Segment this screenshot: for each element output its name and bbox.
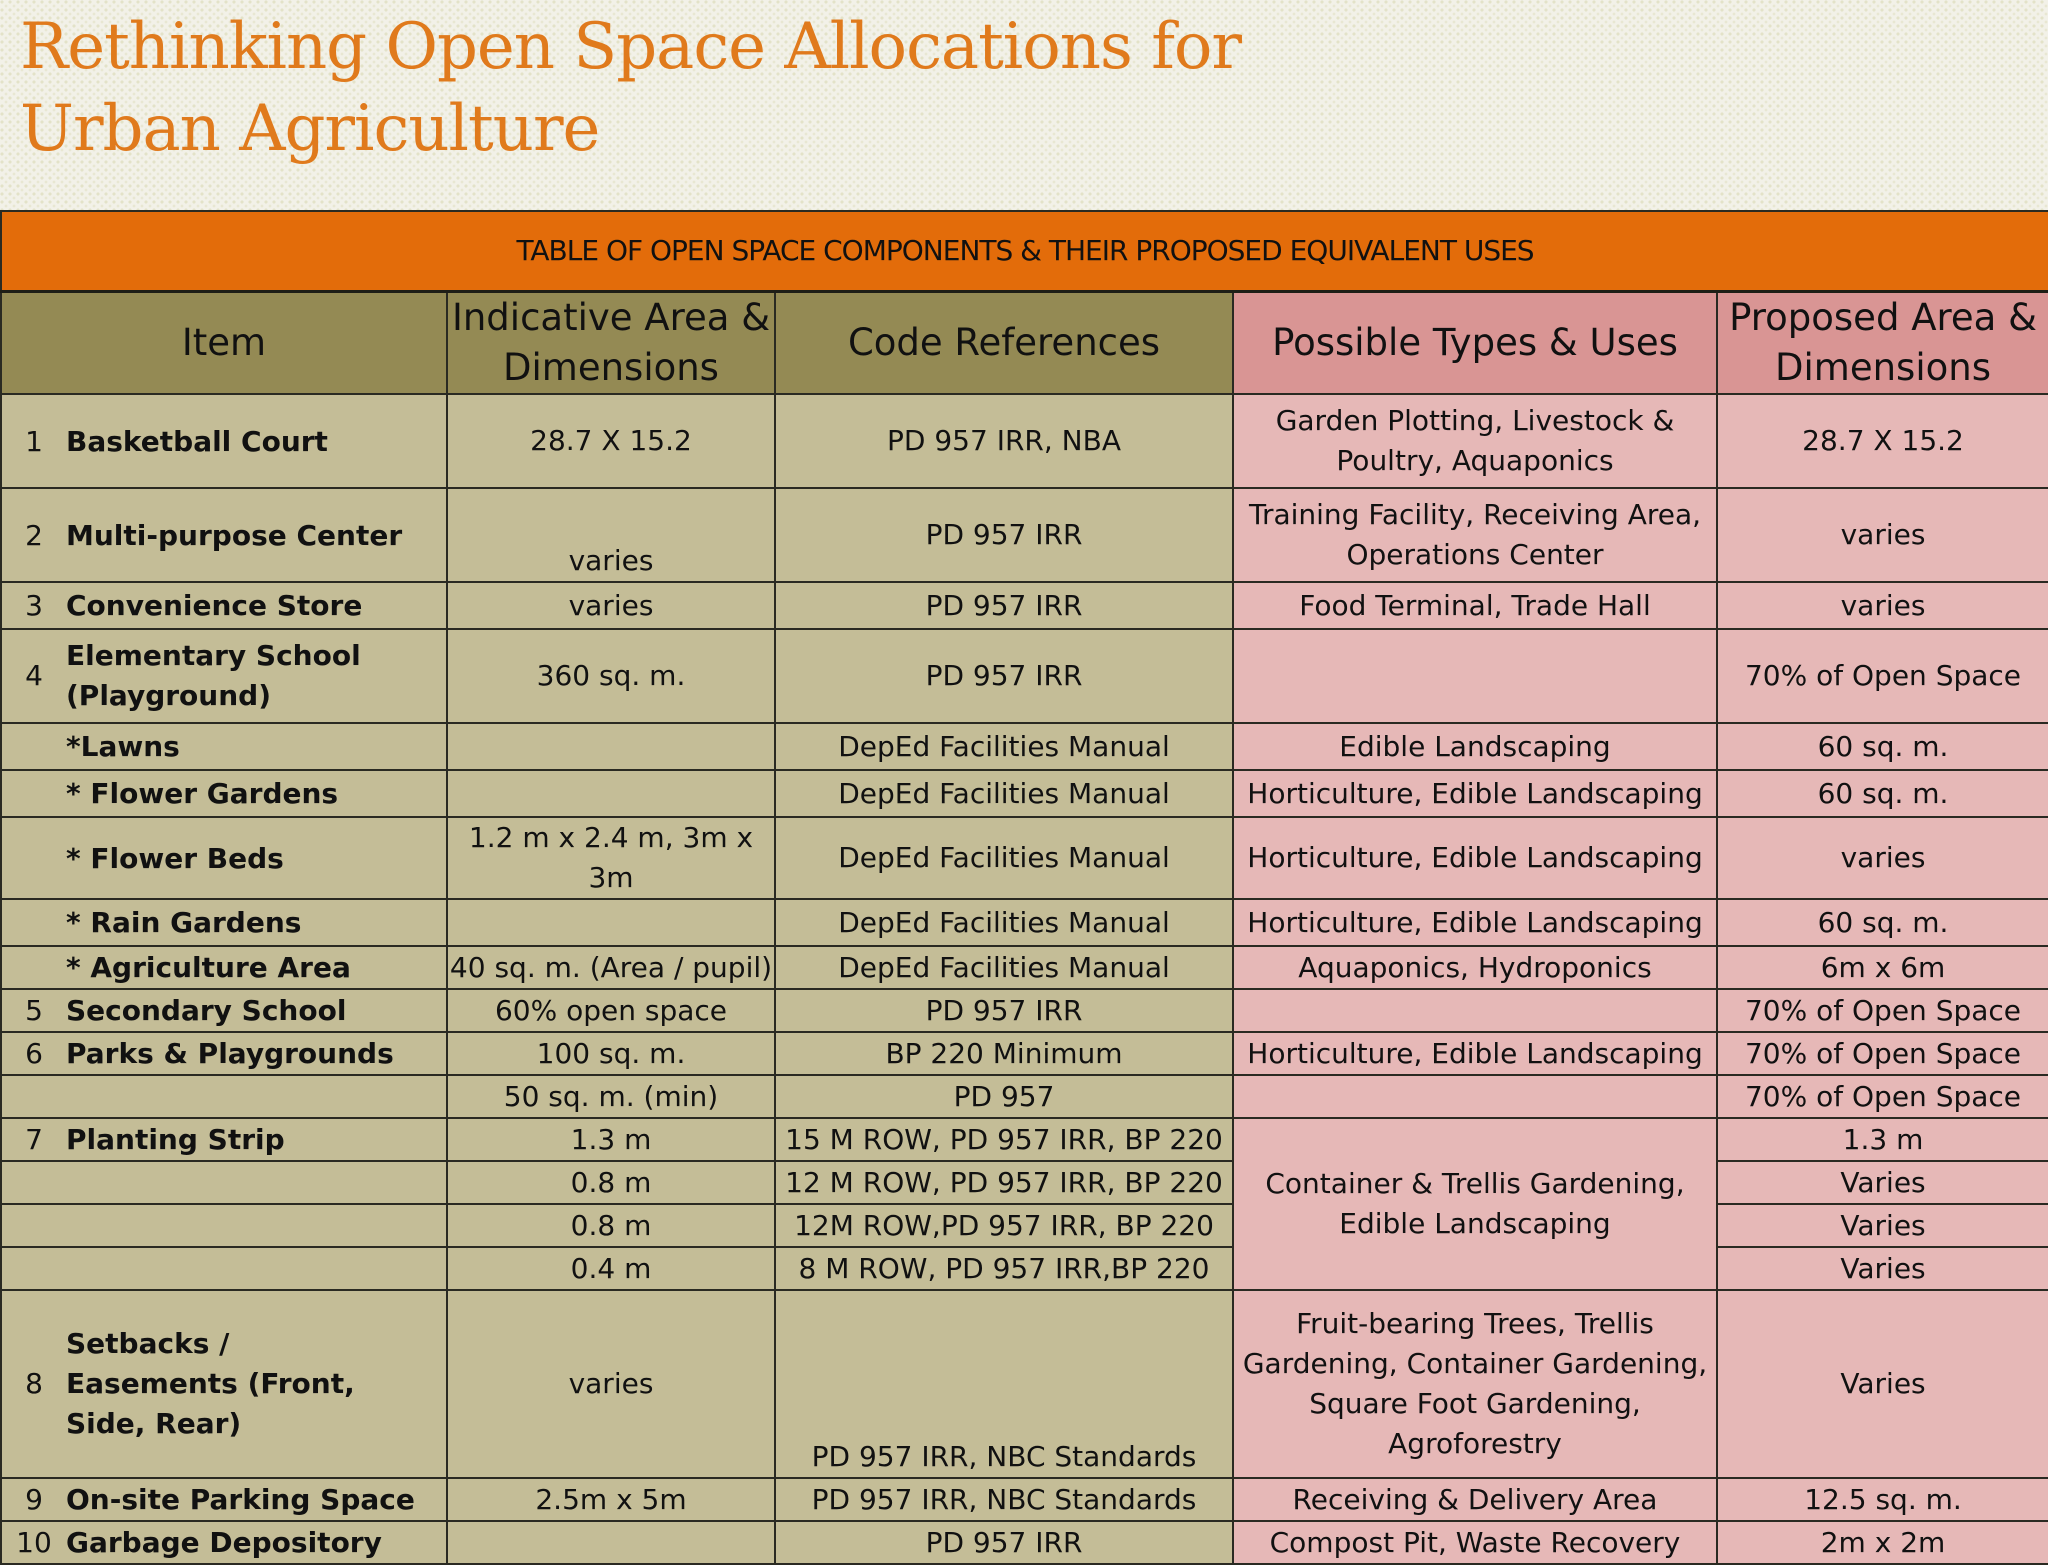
area-cell	[447, 1521, 775, 1564]
proposed-cell: 60 sq. m.	[1717, 770, 2048, 817]
uses-cell: Receiving & Delivery Area	[1233, 1478, 1717, 1521]
item-cell	[1, 770, 447, 817]
item-cell	[1, 899, 447, 946]
table-row	[1, 1290, 2048, 1478]
item-cell	[1, 488, 447, 582]
proposed-cell: 6m x 6m	[1717, 946, 2048, 989]
uses-cell: Horticulture, Edible Landscaping	[1233, 817, 1717, 899]
table-row	[1, 1521, 2048, 1564]
area-cell: 0.8 m	[447, 1161, 775, 1204]
item-label: Secondary School	[66, 994, 347, 1027]
item-cell	[1, 394, 447, 488]
proposed-cell: Varies	[1717, 1204, 2048, 1247]
table-row	[1, 1247, 2048, 1290]
proposed-cell: 70% of Open Space	[1717, 989, 2048, 1032]
uses-cell: Food Terminal, Trade Hall	[1233, 582, 1717, 629]
item-label: * Flower Beds	[66, 841, 284, 875]
item-number: 7	[25, 1123, 43, 1156]
code-cell: 8 M ROW, PD 957 IRR,BP 220	[775, 1247, 1233, 1290]
table-row	[1, 817, 2048, 899]
area-cell: 50 sq. m. (min)	[447, 1075, 775, 1118]
item-number: 8	[25, 1367, 43, 1400]
proposed-cell: 70% of Open Space	[1717, 1032, 2048, 1075]
uses-cell	[1233, 629, 1717, 723]
uses-cell: Aquaponics, Hydroponics	[1233, 946, 1717, 989]
table-row	[1, 582, 2048, 629]
table-row	[1, 629, 2048, 723]
code-cell: PD 957 IRR, NBA	[775, 394, 1233, 488]
uses-cell	[1233, 989, 1717, 1032]
area-cell	[447, 899, 775, 946]
item-cell	[1, 582, 447, 629]
header-proposed: Proposed Area & Dimensions	[1717, 292, 2048, 395]
code-cell: DepEd Facilities Manual	[775, 770, 1233, 817]
area-cell	[447, 723, 775, 770]
area-cell: 28.7 X 15.2	[447, 394, 775, 488]
header-uses: Possible Types & Uses	[1233, 292, 1717, 395]
item-cell	[1, 1161, 447, 1204]
item-cell	[1, 1290, 447, 1478]
item-label: * Flower Gardens	[66, 777, 339, 810]
uses-cell: Training Facility, Receiving Area, Operations Center	[1233, 488, 1717, 582]
item-label: Garbage Depository	[66, 1526, 382, 1559]
proposed-cell: varies	[1717, 582, 2048, 629]
item-number: 9	[25, 1483, 43, 1516]
code-cell: DepEd Facilities Manual	[775, 817, 1233, 899]
proposed-cell: 60 sq. m.	[1717, 899, 2048, 946]
code-cell: PD 957 IRR, NBC Standards	[775, 1478, 1233, 1521]
code-cell: 15 M ROW, PD 957 IRR, BP 220	[775, 1118, 1233, 1161]
uses-cell: Garden Plotting, Livestock & Poultry, Aquaponics	[1233, 394, 1717, 488]
area-cell: varies	[447, 488, 775, 582]
code-cell: PD 957 IRR	[775, 629, 1233, 723]
table-row	[1, 1075, 2048, 1118]
area-cell: 360 sq. m.	[447, 629, 775, 723]
item-label: Multi-purpose Center	[66, 518, 403, 552]
item-cell	[1, 817, 447, 899]
proposed-cell: Varies	[1717, 1290, 2048, 1478]
uses-cell: Compost Pit, Waste Recovery	[1233, 1521, 1717, 1564]
item-cell	[1, 1478, 447, 1521]
table-row	[1, 899, 2048, 946]
item-cell	[1, 723, 447, 770]
code-cell: DepEd Facilities Manual	[775, 723, 1233, 770]
proposed-cell: 70% of Open Space	[1717, 1075, 2048, 1118]
item-cell	[1, 946, 447, 989]
table-row	[1, 1161, 2048, 1204]
header-item: Item	[1, 292, 447, 395]
item-cell	[1, 1204, 447, 1247]
area-cell: 1.2 m x 2.4 m, 3m x 3m	[447, 817, 775, 899]
area-cell: 40 sq. m. (Area / pupil)	[447, 946, 775, 989]
proposed-cell: Varies	[1717, 1247, 2048, 1290]
proposed-cell: Varies	[1717, 1161, 2048, 1204]
area-cell: 60% open space	[447, 989, 775, 1032]
area-cell: varies	[447, 582, 775, 629]
table-row	[1, 1478, 2048, 1521]
header-code: Code References	[775, 292, 1233, 395]
area-cell: varies	[447, 1290, 775, 1478]
item-cell	[1, 1032, 447, 1075]
table-row	[1, 723, 2048, 770]
table-row	[1, 1032, 2048, 1075]
item-cell	[1, 1075, 447, 1118]
item-number: 1	[25, 424, 43, 458]
item-cell	[1, 629, 447, 723]
table-row	[1, 946, 2048, 989]
area-cell: 100 sq. m.	[447, 1032, 775, 1075]
item-number: 4	[25, 659, 43, 692]
item-number: 2	[25, 518, 43, 552]
area-cell: 2.5m x 5m	[447, 1478, 775, 1521]
area-cell: 0.4 m	[447, 1247, 775, 1290]
area-cell: 0.8 m	[447, 1204, 775, 1247]
item-label: Planting Strip	[66, 1123, 285, 1156]
code-cell: BP 220 Minimum	[775, 1032, 1233, 1075]
table-row	[1, 1118, 2048, 1161]
uses-cell: Horticulture, Edible Landscaping	[1233, 770, 1717, 817]
item-cell	[1, 1521, 447, 1564]
table-row	[1, 1204, 2048, 1247]
item-label: On-site Parking Space	[66, 1483, 415, 1516]
item-cell	[1, 1118, 447, 1161]
code-cell: DepEd Facilities Manual	[775, 899, 1233, 946]
table-banner: TABLE OF OPEN SPACE COMPONENTS & THEIR PROPOSED EQUIVALENT USES	[1, 211, 2048, 292]
table-row	[1, 394, 2048, 488]
item-label: Convenience Store	[66, 589, 363, 622]
proposed-cell: 12.5 sq. m.	[1717, 1478, 2048, 1521]
proposed-cell: varies	[1717, 488, 2048, 582]
page-title: Rethinking Open Space Allocations for Urban Agriculture	[20, 10, 1241, 166]
item-number: 10	[16, 1526, 52, 1559]
item-label: Elementary School (Playground)	[66, 639, 361, 712]
open-space-table	[0, 210, 2048, 1565]
code-cell: PD 957 IRR	[775, 1521, 1233, 1564]
uses-cell: Container & Trellis Gardening, Edible Landscaping	[1233, 1118, 1717, 1290]
code-cell: PD 957 IRR, NBC Standards	[775, 1290, 1233, 1478]
code-cell: 12M ROW,PD 957 IRR, BP 220	[775, 1204, 1233, 1247]
proposed-cell: 70% of Open Space	[1717, 629, 2048, 723]
code-cell: PD 957 IRR	[775, 989, 1233, 1032]
item-label: * Agriculture Area	[66, 951, 351, 984]
uses-cell	[1233, 1075, 1717, 1118]
uses-cell: Fruit-bearing Trees, Trellis Gardening, Container Gardening, Square Foot Gardening, Agroforestry	[1233, 1290, 1717, 1478]
proposed-cell: 1.3 m	[1717, 1118, 2048, 1161]
code-cell: PD 957 IRR	[775, 488, 1233, 582]
proposed-cell: 60 sq. m.	[1717, 723, 2048, 770]
item-cell	[1, 989, 447, 1032]
item-label: Basketball Court	[66, 424, 328, 458]
uses-cell: Edible Landscaping	[1233, 723, 1717, 770]
item-number: 5	[25, 994, 43, 1027]
item-number: 3	[25, 589, 43, 622]
item-cell	[1, 1247, 447, 1290]
table-row	[1, 989, 2048, 1032]
table-row	[1, 770, 2048, 817]
item-label: *Lawns	[66, 730, 180, 763]
item-label: Setbacks / Easements (Front, Side, Rear)	[66, 1327, 355, 1440]
proposed-cell: 28.7 X 15.2	[1717, 394, 2048, 488]
uses-cell: Horticulture, Edible Landscaping	[1233, 1032, 1717, 1075]
item-label: Parks & Playgrounds	[66, 1037, 394, 1070]
code-cell: DepEd Facilities Manual	[775, 946, 1233, 989]
item-label: * Rain Gardens	[66, 906, 302, 939]
uses-cell: Horticulture, Edible Landscaping	[1233, 899, 1717, 946]
area-cell: 1.3 m	[447, 1118, 775, 1161]
header-area: Indicative Area & Dimensions	[447, 292, 775, 395]
code-cell: PD 957	[775, 1075, 1233, 1118]
proposed-cell: varies	[1717, 817, 2048, 899]
item-number: 6	[25, 1037, 43, 1070]
code-cell: PD 957 IRR	[775, 582, 1233, 629]
proposed-cell: 2m x 2m	[1717, 1521, 2048, 1564]
table-row	[1, 488, 2048, 582]
area-cell	[447, 770, 775, 817]
code-cell: 12 M ROW, PD 957 IRR, BP 220	[775, 1161, 1233, 1204]
